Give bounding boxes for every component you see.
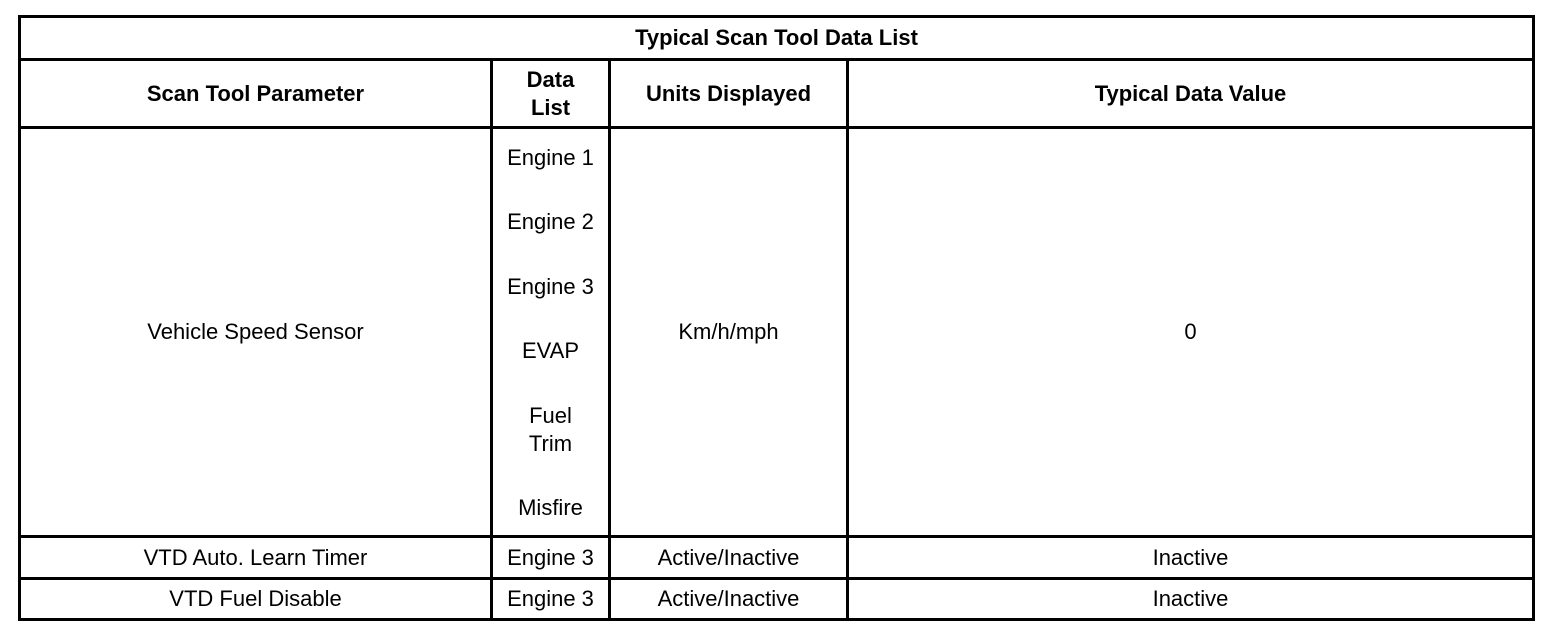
data-list-item: Engine 3 [507, 273, 594, 299]
header-parameter: Scan Tool Parameter [20, 60, 492, 127]
header-value: Typical Data Value [848, 60, 1534, 127]
cell-data-list: Engine 3 [492, 537, 610, 578]
table-row [20, 127, 1534, 537]
header-units: Units Displayed [610, 60, 848, 127]
cell-parameter: Vehicle Speed Sensor [20, 127, 492, 537]
cell-units: Active/Inactive [610, 537, 848, 578]
data-list-item: Engine 1 [507, 145, 594, 171]
table-row [20, 578, 1534, 619]
header-row [20, 60, 1534, 127]
data-list-item: Misfire [518, 495, 583, 521]
cell-data-list [492, 127, 610, 537]
table-row [20, 537, 1534, 578]
data-list-item: EVAP [521, 338, 580, 364]
data-list-item: Fuel Trim [528, 402, 573, 456]
cell-value: Inactive [848, 578, 1534, 619]
data-list-item: Engine 2 [507, 209, 594, 235]
cell-value: 0 [848, 127, 1534, 537]
table-title: Typical Scan Tool Data List [20, 17, 1534, 60]
cell-parameter: VTD Auto. Learn Timer [20, 537, 492, 578]
header-data-list: Data List [492, 60, 610, 127]
scan-tool-data-table [18, 15, 1535, 621]
cell-units: Km/h/mph [610, 127, 848, 537]
cell-parameter: VTD Fuel Disable [20, 578, 492, 619]
cell-units: Active/Inactive [610, 578, 848, 619]
cell-value: Inactive [848, 537, 1534, 578]
cell-data-list: Engine 3 [492, 578, 610, 619]
data-list-stack [493, 138, 608, 526]
title-row [20, 17, 1534, 60]
